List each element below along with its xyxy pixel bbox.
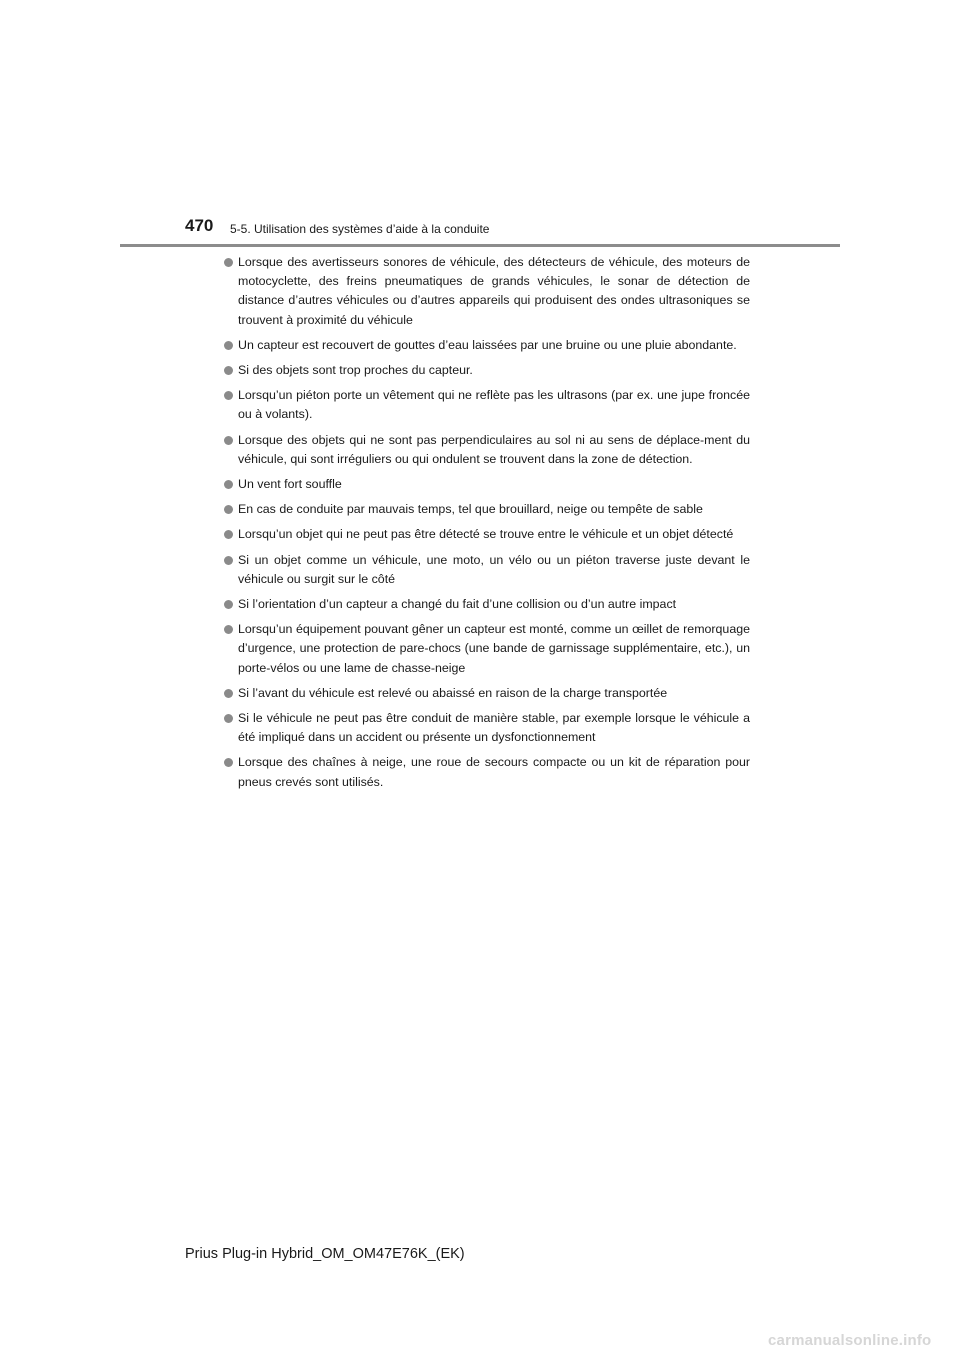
list-item: [222, 525, 750, 544]
list-item: [222, 684, 750, 703]
bullet-dot-icon: [224, 714, 233, 723]
list-item: [222, 500, 750, 519]
list-item: [222, 753, 750, 791]
list-item: [222, 253, 750, 330]
bullet-dot-icon: [224, 391, 233, 400]
section-title: 5-5. Utilisation des systèmes d’aide à la conduite: [230, 222, 490, 236]
bullet-dot-icon: [224, 258, 233, 267]
list-item: [222, 475, 750, 494]
list-item-text: Lorsqu’un piéton porte un vêtement qui ne reflète pas les ultrasons (par ex. une jupe froncée ou à volants).: [238, 388, 750, 422]
bullet-dot-icon: [224, 600, 233, 609]
watermark: carmanualsonline.info: [768, 1332, 932, 1349]
bullet-dot-icon: [224, 758, 233, 767]
page-number: 470: [185, 216, 214, 235]
list-item-text: Un capteur est recouvert de gouttes d’eau laissées par une bruine ou une pluie abondante.: [238, 337, 737, 352]
list-item-text: Si un objet comme un véhicule, une moto, un vélo ou un piéton traverse juste devant le véhicule ou surgit sur le côté: [238, 552, 750, 586]
bullet-dot-icon: [224, 625, 233, 634]
list-item: [222, 361, 750, 380]
list-item: [222, 620, 750, 678]
list-item-text: Si des objets sont trop proches du capteur.: [238, 363, 473, 378]
bullet-dot-icon: [224, 530, 233, 539]
list-item-text: Si le véhicule ne peut pas être conduit de manière stable, par exemple lorsque le véhicule a été impliqué dans un accident ou présente un dysfonctionnement: [238, 711, 750, 745]
list-item: [222, 431, 750, 469]
bullet-dot-icon: [224, 689, 233, 698]
list-item-text: Un vent fort souffle: [238, 477, 342, 492]
list-item-text: Si l’avant du véhicule est relevé ou abaissé en raison de la charge transportée: [238, 685, 668, 700]
list-item: [222, 709, 750, 747]
list-item-text: Lorsqu’un objet qui ne peut pas être détecté se trouve entre le véhicule et un objet détecté: [238, 527, 734, 542]
bullet-list: [222, 253, 750, 798]
bullet-dot-icon: [224, 556, 233, 565]
list-item: [222, 595, 750, 614]
list-item-text: Lorsque des objets qui ne sont pas perpendiculaires au sol ni au sens de déplace-ment du véhicule, qui sont irréguliers ou qui ondulent se trouvent dans la zone de détection.: [238, 432, 750, 466]
list-item-text: En cas de conduite par mauvais temps, tel que brouillard, neige ou tempête de sable: [238, 502, 703, 517]
list-item-text: Lorsqu’un équipement pouvant gêner un capteur est monté, comme un œillet de remorquage d’urgence, une protection de pare-chocs (une bande de garnissage supplémentaire, etc.), un porte-vélos ou une lame de chasse-neige: [238, 622, 750, 675]
bullet-dot-icon: [224, 480, 233, 489]
list-item-text: Si l’orientation d’un capteur a changé du fait d’une collision ou d’un autre impact: [238, 597, 677, 612]
list-item: [222, 551, 750, 589]
list-item-text: Lorsque des avertisseurs sonores de véhicule, des détecteurs de véhicule, des moteurs de motocyclette, des freins pneumatiques de grands véhicules, le sonar de détection de distance d’autres véhicules ou d’autres appareils qui produisent des ondes ultrasoniques se trouvent à proximité du véhicule: [238, 255, 750, 327]
bullet-dot-icon: [224, 505, 233, 514]
list-item: [222, 336, 750, 355]
bullet-dot-icon: [224, 341, 233, 350]
document-id: Prius Plug-in Hybrid_OM_OM47E76K_(EK): [185, 1246, 465, 1262]
header-divider: [120, 244, 840, 247]
bullet-dot-icon: [224, 366, 233, 375]
list-item-text: Lorsque des chaînes à neige, une roue de secours compacte ou un kit de réparation pour pneus crevés sont utilisés.: [238, 755, 750, 789]
bullet-dot-icon: [224, 436, 233, 445]
list-item: [222, 386, 750, 424]
